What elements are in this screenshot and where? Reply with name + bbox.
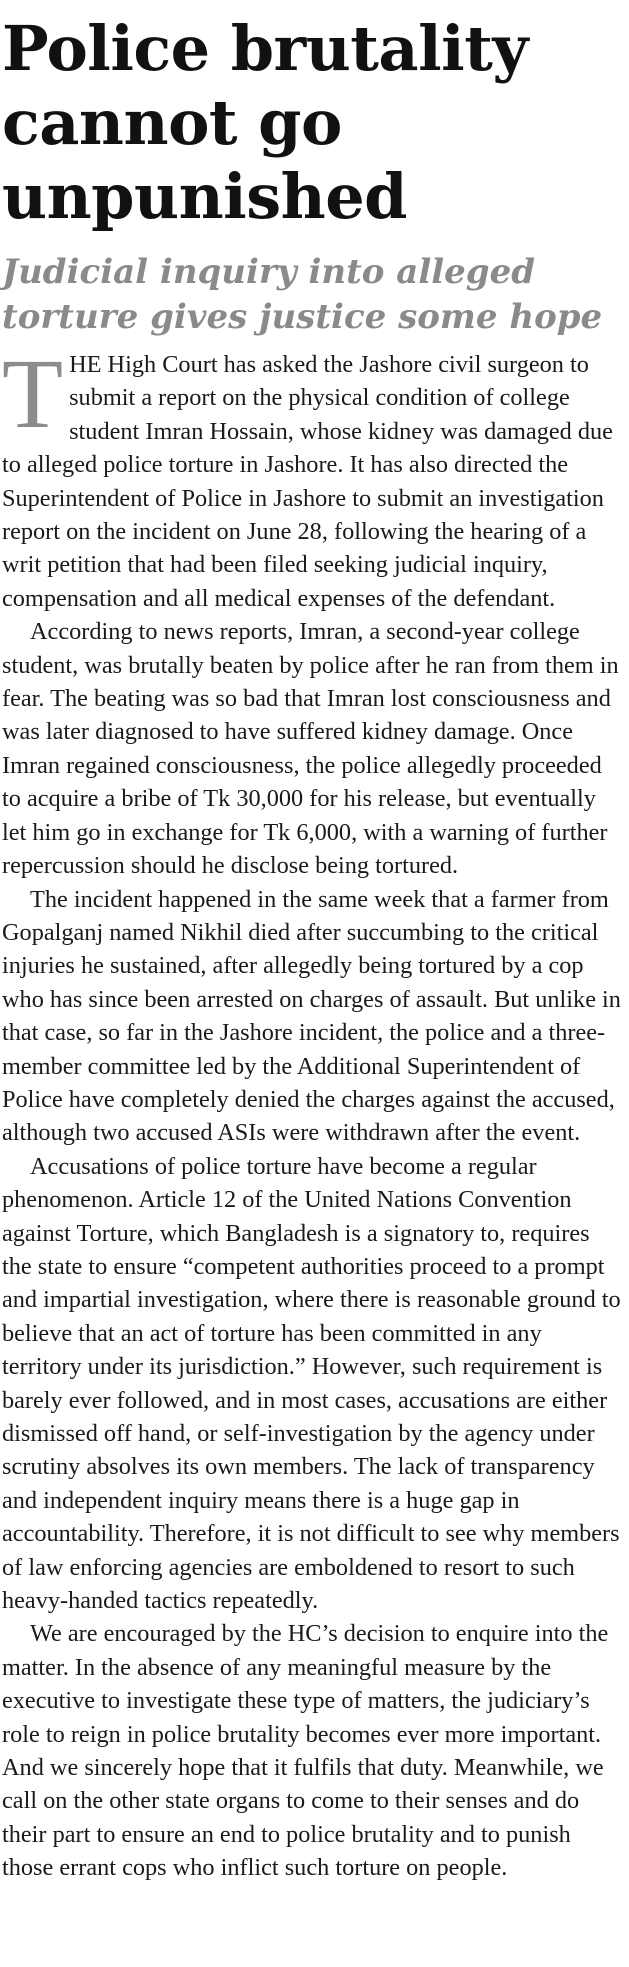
paragraph-4: Accusations of police torture have become a regular phenomenon. Article 12 of the United Nations Convention against Torture, which Bangladesh is a signatory to, requires the state to ensure “competent authorities proceed to a prompt and impartial investigation, where there is reasonable ground to believe that an act of torture has been committed in any territory under its jurisdiction.” However, such requirement is barely ever followed, and in most cases, accusations are either dismissed off hand, or self-investigation by the agency under scrutiny absolves its own members. The lack of transparency and independent inquiry means there is a huge gap in accountability. Therefore, it is not difficult to see why members of law enforcing agencies are emboldened to resort to such heavy-handed tactics repeatedly. [2,1152,621,1615]
paragraph-1-text: HE High Court has asked the Jashore civil surgeon to submit a report on the physical condition of college student Imran Hossain, whose kidney was damaged due to alleged police torture in Jashore. It has also directed the Superintendent of Police in Jashore to submit an investigation report on the incident on June 28, following the hearing of a writ petition that had been filed seeking judicial inquiry, compensation and all medical expenses of the defendant. [2,351,613,612]
paragraph-2: According to news reports, Imran, a second-year college student, was brutally beaten by police after he ran from them in fear. The beating was so bad that Imran lost consciousness and was later diagnosed to have suffered kidney damage. Once Imran regained consciousness, the police allegedly proceeded to acquire a bribe of Tk 30,000 for his release, but eventually let him go in exchange for Tk 6,000, with a warning of further repercussion should he disclose being tortured. [2,618,619,880]
paragraph-3: The incident happened in the same week that a farmer from Gopalganj named Nikhil died after succumbing to the critical injuries he sustained, after allegedly being tortured by a cop who has since been arrested on charges of assault. But unlike in that case, so far in the Jashore incident, the police and a three-member committee led by the Additional Superintendent of Police have completely denied the charges against the accused, although two accused ASIs were withdrawn after the event. [2,885,621,1147]
paragraph-1 [2,338,625,615]
paragraph-5: We are encouraged by the HC’s decision to enquire into the matter. In the absence of any meaningful measure by the executive to investigate these type of matters, the judiciary’s role to reign in police brutality becomes ever more important. And we sincerely hope that it fulfils that duty. Meanwhile, we call on the other state organs to come to their senses and do their part to ensure an end to police brutality and to punish those errant cops who inflict such torture on people. [2,1620,609,1882]
subheadline: Judicial inquiry into alleged torture gives justice some hope [2,252,603,337]
headline: Police brutality cannot go unpunished [2,12,528,233]
article-body [2,338,625,1885]
drop-cap: T [2,338,64,449]
